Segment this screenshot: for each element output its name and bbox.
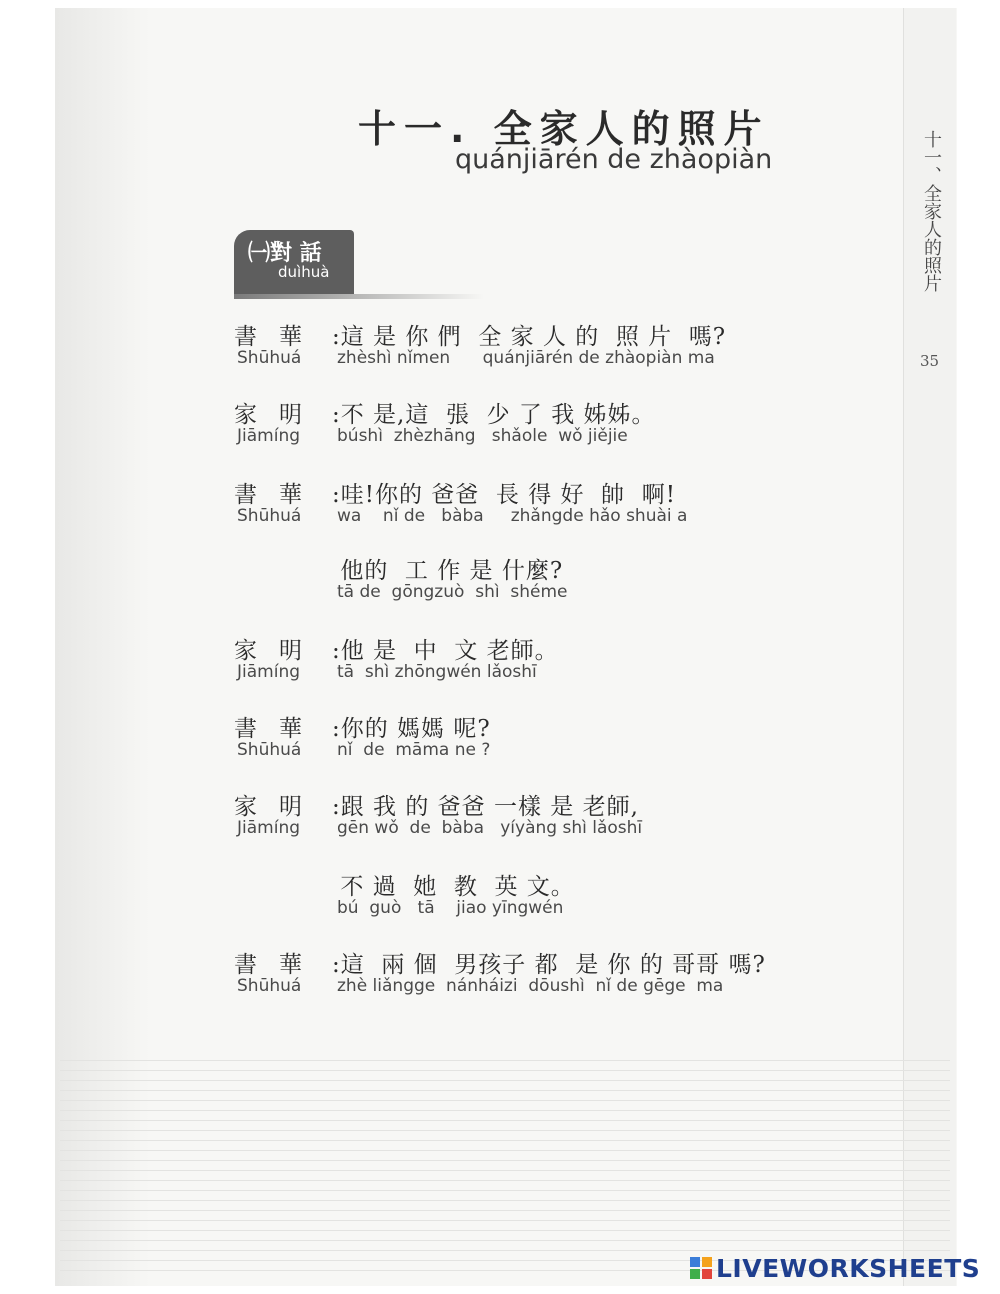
utterance-pinyin: gēn wǒ de bàba yíyàng shì lǎoshī <box>337 818 643 838</box>
speaker-colon: : <box>332 794 341 820</box>
speaker-colon: : <box>332 638 341 664</box>
speaker-name: 家明 <box>234 794 324 820</box>
dialogue-line-pinyin <box>237 740 490 760</box>
page-rule <box>60 1240 950 1241</box>
logo-square <box>690 1257 700 1267</box>
page-rule <box>60 1140 950 1141</box>
speaker-colon: : <box>332 716 341 742</box>
dialogue-line-zh <box>234 788 639 821</box>
page-rule <box>60 1160 950 1161</box>
speaker-pinyin: Shūhuá <box>237 976 302 996</box>
page-rule <box>60 1150 950 1151</box>
dialogue-line-zh <box>234 868 575 901</box>
dialogue-line-pinyin <box>237 898 563 918</box>
utterance-pinyin: tā shì zhōngwén lǎoshī <box>337 662 537 682</box>
utterance-zh: 他的 工 作 是 什麼? <box>340 558 564 584</box>
section-pinyin: duìhuà <box>278 263 330 281</box>
dialogue-line-pinyin <box>237 818 642 838</box>
speaker-colon: : <box>332 482 341 508</box>
dialogue-line-zh <box>234 946 766 979</box>
utterance-zh: 你的 媽媽 呢? <box>340 716 491 742</box>
dialogue-line-zh <box>234 476 676 509</box>
page-rule <box>60 1210 950 1211</box>
speaker-name: 書華 <box>234 716 324 742</box>
utterance-zh: 這 兩 個 男孩子 都 是 你 的 哥哥 嗎? <box>340 952 766 978</box>
dialogue-line-zh <box>234 396 656 429</box>
utterance-pinyin: búshì zhèzhāng shǎole wǒ jiějie <box>337 426 628 446</box>
utterance-pinyin: zhèshì nǐmen quánjiārén de zhàopiàn ma <box>337 348 715 368</box>
speaker-colon: : <box>332 952 341 978</box>
liveworksheets-logo <box>690 1252 980 1284</box>
page-rule <box>60 1230 950 1231</box>
dialogue-line-pinyin <box>237 662 537 682</box>
utterance-pinyin: wa nǐ de bàba zhǎngde hǎo shuài a <box>337 506 688 526</box>
speaker-colon: : <box>332 402 341 428</box>
dialogue-line-zh <box>234 632 559 665</box>
speaker-colon: : <box>332 324 341 350</box>
utterance-zh: 不 過 她 教 英 文。 <box>340 874 575 900</box>
lesson-title-pinyin: quánjiārén de zhàopiàn <box>455 144 773 175</box>
speaker-pinyin: Jiāmíng <box>237 426 301 446</box>
page-shadow <box>55 8 150 1286</box>
utterance-pinyin: tā de gōngzuò shì shéme <box>337 582 568 602</box>
page-rule <box>60 1130 950 1131</box>
speaker-pinyin: Jiāmíng <box>237 662 301 682</box>
utterance-zh: 他 是 中 文 老師。 <box>340 638 559 664</box>
utterance-pinyin: nǐ de māma ne ? <box>337 740 491 760</box>
page-rule <box>60 1100 950 1101</box>
utterance-zh: 這 是 你 們 全 家 人 的 照 片 嗎? <box>340 324 727 350</box>
utterance-zh: 不 是,這 張 少 了 我 姊姊。 <box>340 402 656 428</box>
lesson-title: 十一. 全家人的照片 <box>358 107 770 151</box>
page-rule <box>60 1060 950 1061</box>
logo-icon <box>690 1257 712 1279</box>
dialogue-line-zh <box>234 318 726 351</box>
section-tab <box>234 230 354 294</box>
page-rule <box>60 1070 950 1071</box>
utterance-zh: 哇!你的 爸爸 長 得 好 帥 啊! <box>340 482 677 508</box>
logo-text: LIVEWORKSHEETS <box>716 1253 981 1283</box>
utterance-pinyin: bú guò tā jiao yīngwén <box>337 898 564 918</box>
utterance-zh: 跟 我 的 爸爸 一樣 是 老師, <box>340 794 639 820</box>
logo-square <box>690 1269 700 1279</box>
page-rule <box>60 1220 950 1221</box>
utterance-pinyin: zhè liǎngge nánháizi dōushì nǐ de gēge ma <box>337 976 724 996</box>
speaker-name: 家明 <box>234 638 324 664</box>
logo-square <box>702 1257 712 1267</box>
speaker-pinyin: Shūhuá <box>237 740 302 760</box>
dialogue-line-zh <box>234 552 563 585</box>
page-rule <box>60 1170 950 1171</box>
speaker-pinyin: Shūhuá <box>237 348 302 368</box>
dialogue-line-pinyin <box>237 506 687 526</box>
page-rule <box>60 1090 950 1091</box>
page-rule <box>60 1120 950 1121</box>
section-title: ㈠對 話 <box>248 241 322 266</box>
section-underline <box>234 294 484 299</box>
dialogue-line-pinyin <box>237 582 567 602</box>
speaker-name: 書華 <box>234 324 324 350</box>
speaker-name: 書華 <box>234 482 324 508</box>
page-rule <box>60 1190 950 1191</box>
dialogue-line-zh <box>234 710 491 743</box>
side-chapter-title: 十一、全家人的照片 <box>921 130 942 292</box>
dialogue-line-pinyin <box>237 348 715 368</box>
page-rule <box>60 1200 950 1201</box>
page-rule <box>60 1250 950 1251</box>
dialogue-line-pinyin <box>237 426 628 446</box>
speaker-pinyin: Shūhuá <box>237 506 302 526</box>
page-rule <box>60 1180 950 1181</box>
page-number: 35 <box>920 352 940 370</box>
page-rule <box>60 1110 950 1111</box>
speaker-name: 家明 <box>234 402 324 428</box>
speaker-name: 書華 <box>234 952 324 978</box>
dialogue-line-pinyin <box>237 976 723 996</box>
logo-square <box>702 1269 712 1279</box>
speaker-pinyin: Jiāmíng <box>237 818 301 838</box>
page-rule <box>60 1080 950 1081</box>
